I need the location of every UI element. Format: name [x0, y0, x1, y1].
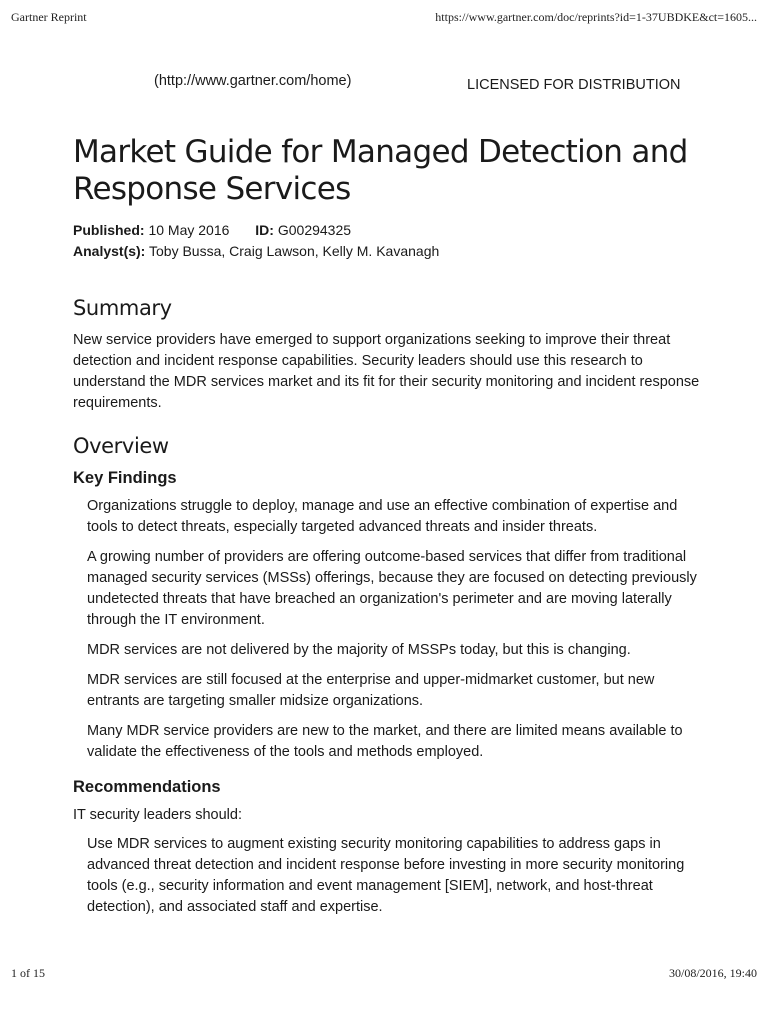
print-datetime: 30/08/2016, 19:40 — [668, 966, 757, 980]
gartner-home-link[interactable]: (http://www.gartner.com/home) — [154, 73, 352, 89]
print-footer — [11, 966, 757, 981]
published-label: Published: — [73, 222, 145, 238]
list-item: MDR services are still focused at the enterprise and upper-midmarket customer, but new entrants are targeting smaller midsize organizations. — [87, 672, 655, 709]
print-header — [11, 10, 757, 25]
published-date: 10 May 2016 — [148, 222, 230, 238]
license-label: LICENSED FOR DISTRIBUTION — [467, 77, 681, 93]
document-meta — [73, 220, 703, 262]
id-label: ID: — [255, 222, 274, 238]
key-findings-list — [73, 496, 703, 763]
list-item: Many MDR service providers are new to the market, and there are limited means available to validate the effectiveness of the tools and methods employed. — [87, 723, 683, 760]
recommendations-heading: Recommendations — [73, 778, 221, 796]
summary-heading: Summary — [73, 296, 172, 320]
list-item: MDR services are not delivered by the majority of MSSPs today, but this is changing. — [87, 642, 631, 658]
print-header-url: https://www.gartner.com/doc/reprints?id=1-37UBDKE&ct=1605... — [435, 10, 757, 24]
analysts-names: Toby Bussa, Craig Lawson, Kelly M. Kavanagh — [149, 243, 440, 259]
list-item: Organizations struggle to deploy, manage and use an effective combination of expertise and tools to detect threats, especially targeted advanced threats and insider threats. — [87, 498, 678, 535]
publication-info — [73, 220, 703, 241]
recommendations-intro: IT security leaders should: — [73, 807, 242, 823]
analysts-label: Analyst(s): — [73, 243, 146, 259]
document-title: Market Guide for Managed Detection and Response Services — [73, 134, 688, 207]
analysts-info — [73, 241, 703, 262]
print-header-title: Gartner Reprint — [11, 10, 87, 24]
list-item: A growing number of providers are offering outcome-based services that differ from traditional managed security services (MSSs) offerings, because they are focused on detecting previously undetected threats that have breached an organization's perimeter and are moving laterally through the IT environment. — [87, 549, 697, 628]
key-findings-heading: Key Findings — [73, 469, 177, 487]
page-counter: 1 of 15 — [11, 966, 45, 980]
document-body — [73, 134, 703, 918]
overview-heading: Overview — [73, 434, 169, 458]
recommendations-list — [73, 834, 703, 918]
list-item: Use MDR services to augment existing security monitoring capabilities to address gaps in advanced threat detection and incident response before investing in more security monitoring tools (e.g., security information and event management [SIEM], network, and host-threat detection), and associated staff and expertise. — [87, 836, 685, 915]
document-id: G00294325 — [277, 222, 352, 238]
summary-text: New service providers have emerged to support organizations seeking to improve their threat detection and incident response capabilities. Security leaders should use this research to understand the MDR services market and its fit for their security monitoring and incident response requirements. — [73, 332, 700, 411]
